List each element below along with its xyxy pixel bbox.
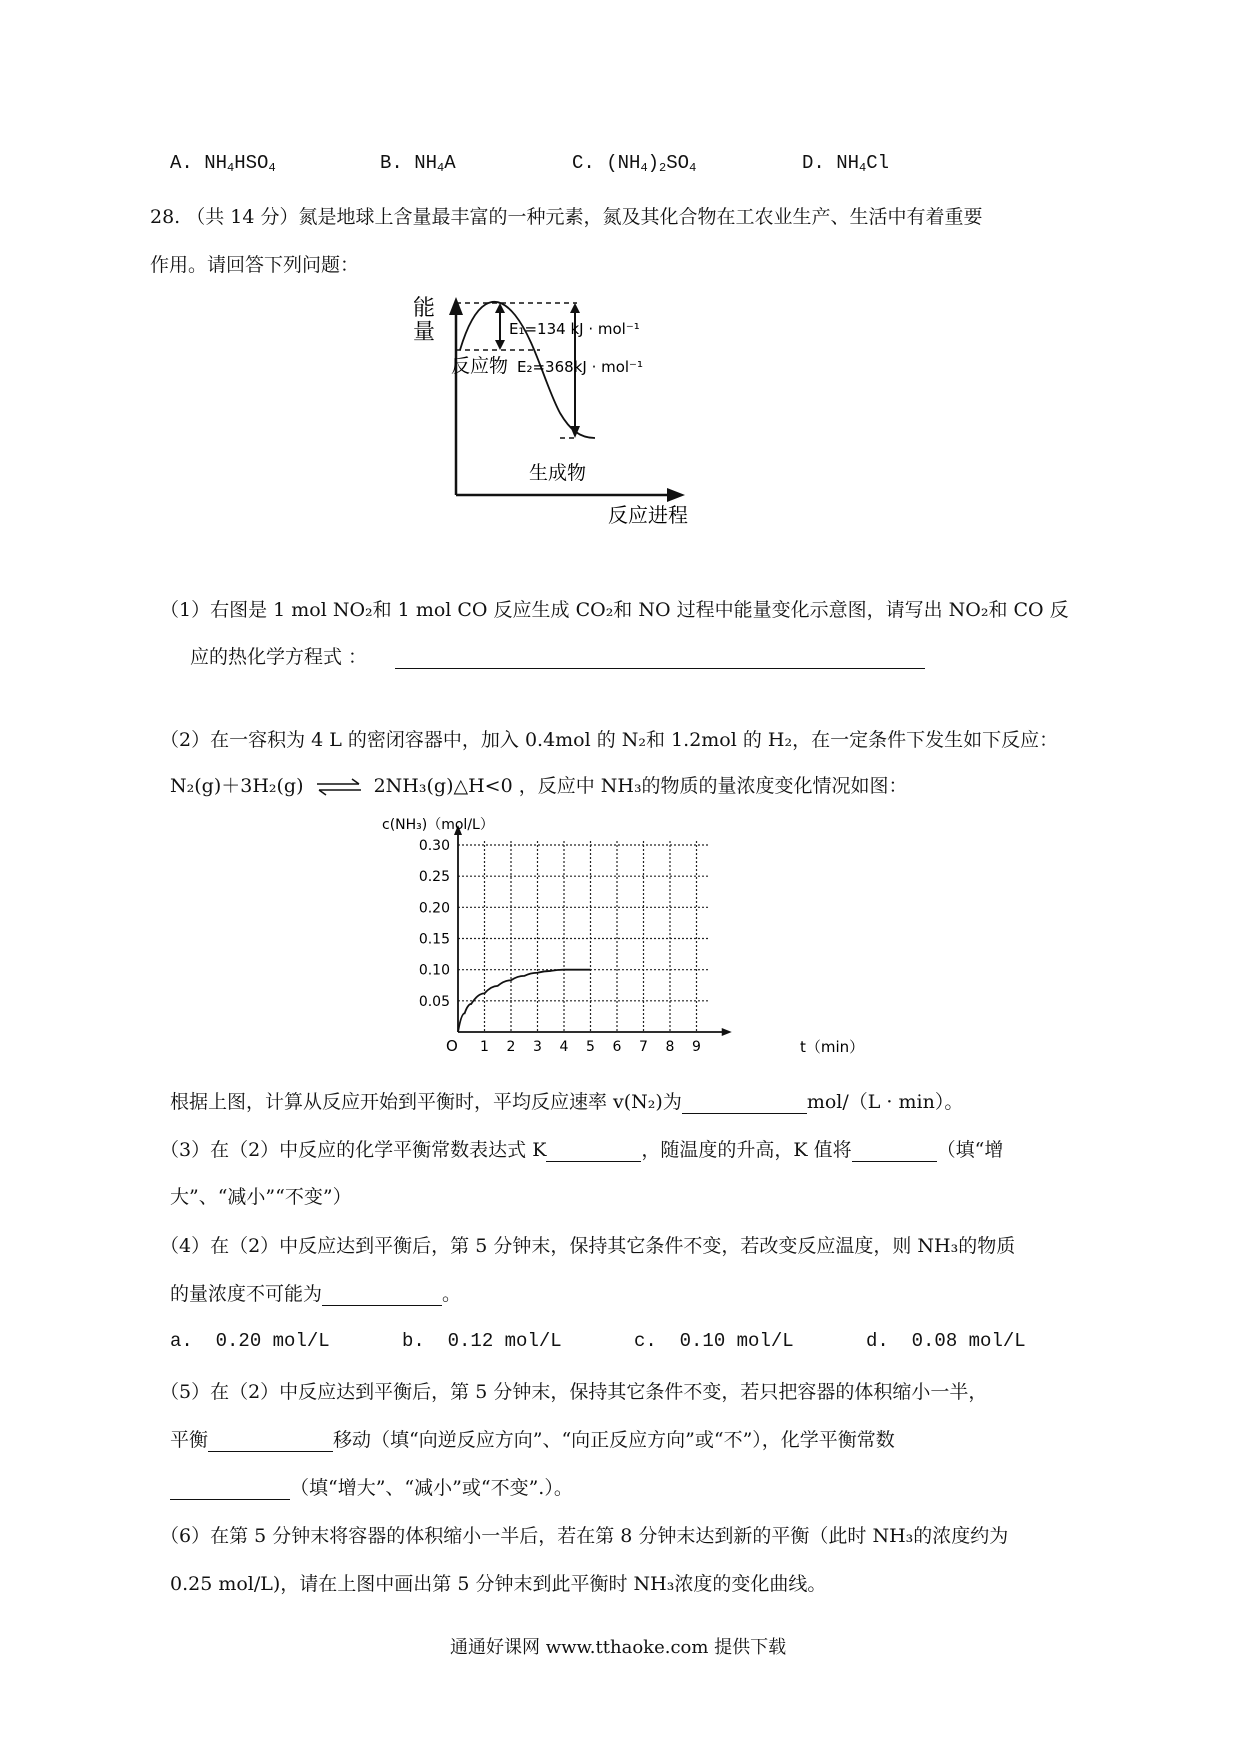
energy-diagram bbox=[405, 295, 705, 540]
part4-line1: （4）在（2）中反应达到平衡后，第 5 分钟末，保持其它条件不变，若改变反应温度，则 NH₃的物质 bbox=[160, 1235, 1016, 1257]
chart-x-axis-label: t（min） bbox=[800, 1038, 865, 1056]
e2-label: E₂=368kJ · mol⁻¹ bbox=[517, 358, 643, 376]
e1-arrow-head-down bbox=[495, 340, 505, 350]
part2-line1: （2）在一容积为 4 L 的密闭容器中，加入 0.4mol 的 N₂和 1.2mol 的 H₂，在一定条件下发生如下反应： bbox=[160, 729, 1059, 751]
part3-text-c: （填“增 bbox=[936, 1139, 1004, 1161]
q28-intro-line2: 作用。请回答下列问题： bbox=[150, 254, 360, 276]
part2-eq-right: 2NH₃(g)△H<0 ，反应中 NH₃的物质的量浓度变化情况如图： bbox=[373, 775, 908, 797]
q27-option-b-formula: $NH_4A$ bbox=[414, 152, 456, 175]
chart-axes bbox=[454, 825, 732, 1036]
part6-line1: （6）在第 5 分钟末将容器的体积缩小一半后，若在第 8 分钟末达到新的平衡（此时 NH₃的浓度约为 bbox=[160, 1525, 1009, 1547]
q27-option-a-letter: A. bbox=[170, 152, 193, 174]
energy-y-axis-arrow bbox=[449, 297, 463, 315]
part4-option-a[interactable] bbox=[170, 1330, 330, 1352]
part5-line3 bbox=[170, 1476, 573, 1500]
part2-rate-unit: mol/（L · min）。 bbox=[806, 1091, 964, 1113]
part2-equation-line bbox=[170, 774, 908, 798]
q27-option-b bbox=[380, 152, 456, 175]
part4-option-d[interactable] bbox=[866, 1330, 1026, 1352]
chart-y-tick-label: 0.30 bbox=[418, 838, 450, 854]
chart-x-tick-label: 7 bbox=[639, 1039, 648, 1055]
q27-option-c bbox=[572, 152, 696, 175]
equilibrium-shift-blank[interactable] bbox=[208, 1431, 333, 1452]
part5-line3-text: （填“增大”、“减小”或“不变”.）。 bbox=[290, 1477, 573, 1499]
part2-eq-left: N₂(g)＋3H₂(g) bbox=[170, 775, 304, 797]
chart-x-tick-label: 9 bbox=[692, 1039, 701, 1055]
chart-x-tick-label: 2 bbox=[506, 1039, 516, 1055]
e1-label: E₁=134 kJ · mol⁻¹ bbox=[509, 320, 640, 338]
part4-option-b-value: 0.12 mol/L bbox=[447, 1330, 562, 1352]
part4-option-c-value: 0.10 mol/L bbox=[679, 1330, 794, 1352]
part3-text-a: （3）在（2）中反应的化学平衡常数表达式 K bbox=[160, 1139, 547, 1161]
e2-arrow-head-up bbox=[570, 303, 580, 313]
part6-line2: 0.25 mol/L)，请在上图中画出第 5 分钟末到此平衡时 NH₃浓度的变化曲线。 bbox=[170, 1573, 827, 1595]
part4-option-d-value: 0.08 mol/L bbox=[911, 1330, 1026, 1352]
chart-x-tick-label: 1 bbox=[480, 1039, 489, 1055]
k-expression-blank[interactable] bbox=[546, 1141, 641, 1162]
part1-answer-blank[interactable] bbox=[395, 648, 925, 669]
product-label: 生成物 bbox=[529, 462, 587, 484]
part4-option-d-letter: d. bbox=[866, 1330, 889, 1352]
part1-line2-text: 应的热化学方程式 ： bbox=[190, 646, 368, 668]
part2-rate-question bbox=[170, 1090, 963, 1114]
chart-origin-label: O bbox=[446, 1037, 458, 1055]
chart-y-tick-label: 0.15 bbox=[418, 931, 450, 948]
part3-text-b: ，随温度的升高，K 值将 bbox=[641, 1139, 852, 1161]
q27-option-a bbox=[170, 152, 276, 175]
part3-line1 bbox=[160, 1138, 1003, 1162]
chart-x-tick-label: 8 bbox=[665, 1039, 675, 1055]
equilibrium-arrows-icon bbox=[314, 778, 364, 796]
part3-line2: 大”、“减小”“不变”） bbox=[170, 1186, 352, 1208]
chart-x-axis-arrow bbox=[722, 1028, 732, 1036]
part5-line2 bbox=[170, 1428, 895, 1452]
rate-answer-blank[interactable] bbox=[682, 1093, 807, 1114]
part4-option-a-letter: a. bbox=[170, 1330, 193, 1352]
part4-option-a-value: 0.20 mol/L bbox=[215, 1330, 330, 1352]
q27-option-d bbox=[802, 152, 889, 175]
part4-option-b[interactable] bbox=[402, 1330, 562, 1352]
k-trend-blank[interactable] bbox=[852, 1141, 937, 1162]
nh3-concentration-chart bbox=[370, 815, 890, 1065]
part4-option-b-letter: b. bbox=[402, 1330, 425, 1352]
e2-arrow-head-down bbox=[570, 426, 580, 438]
chart-x-tick-label: 4 bbox=[559, 1039, 569, 1055]
reactant-label: 反应物 bbox=[451, 355, 509, 377]
part2-rate-text: 根据上图，计算从反应开始到平衡时，平均反应速率 v(N₂)为 bbox=[170, 1091, 682, 1113]
chart-y-tick-label: 0.05 bbox=[418, 993, 450, 1010]
energy-x-axis-arrow bbox=[667, 488, 685, 502]
part4-line2-text: 的量浓度不可能为 bbox=[170, 1283, 323, 1305]
energy-axis-label-char-1: 能 bbox=[413, 296, 436, 321]
part4-line2 bbox=[170, 1282, 461, 1306]
part4-answer-blank[interactable] bbox=[322, 1285, 442, 1306]
chart-y-tick-label: 0.25 bbox=[418, 869, 450, 886]
part5-line1: （5）在（2）中反应达到平衡后，第 5 分钟末，保持其它条件不变，若只把容器的体积缩小一半， bbox=[160, 1381, 988, 1403]
chart-y-axis-label: c(NH₃)（mol/L） bbox=[382, 817, 494, 833]
part1-line2 bbox=[190, 645, 925, 669]
chart-y-tick-label: 0.20 bbox=[418, 900, 450, 917]
chart-grid bbox=[458, 841, 710, 1032]
part4-option-c[interactable] bbox=[634, 1330, 794, 1352]
part4-line2-end: 。 bbox=[442, 1283, 462, 1305]
reaction-progress-label: 反应进程 bbox=[608, 503, 688, 527]
q27-option-c-letter: C. bbox=[572, 152, 595, 174]
q27-option-d-formula: $NH_4Cl$ bbox=[836, 152, 890, 175]
q27-option-d-letter: D. bbox=[802, 152, 825, 174]
chart-y-tick-label: 0.10 bbox=[418, 962, 450, 979]
q27-option-a-formula: $NH_4HSO_4$ bbox=[204, 152, 276, 175]
part1-line1: （1）右图是 1 mol NO₂和 1 mol CO 反应生成 CO₂和 NO 过程中能量变化示意图，请写出 NO₂和 CO 反 bbox=[160, 599, 1069, 621]
energy-axis-label-char-2: 量 bbox=[413, 320, 436, 345]
part4-option-c-letter: c. bbox=[634, 1330, 657, 1352]
chart-x-tick-label: 3 bbox=[533, 1039, 542, 1055]
chart-x-tick-label: 6 bbox=[612, 1039, 622, 1055]
equilibrium-constant-blank[interactable] bbox=[170, 1479, 290, 1500]
chart-ticks bbox=[419, 838, 701, 1055]
chart-x-tick-label: 5 bbox=[586, 1039, 595, 1055]
page-footer: 通通好课网 www.tthaoke.com 提供下载 bbox=[450, 1637, 787, 1658]
q27-option-c-formula: $(NH_4)_2SO_4$ bbox=[606, 152, 697, 175]
part5-line2-text-b: 移动（填“向逆反应方向”、“向正反应方向”或“不”），化学平衡常数 bbox=[333, 1429, 895, 1451]
q28-intro-line1: 28. （共 14 分）氮是地球上含量最丰富的一种元素，氮及其化合物在工农业生产、生活中有着重要 bbox=[150, 206, 983, 228]
q27-option-b-letter: B. bbox=[380, 152, 403, 174]
part5-line2-text-a: 平衡 bbox=[170, 1429, 209, 1451]
